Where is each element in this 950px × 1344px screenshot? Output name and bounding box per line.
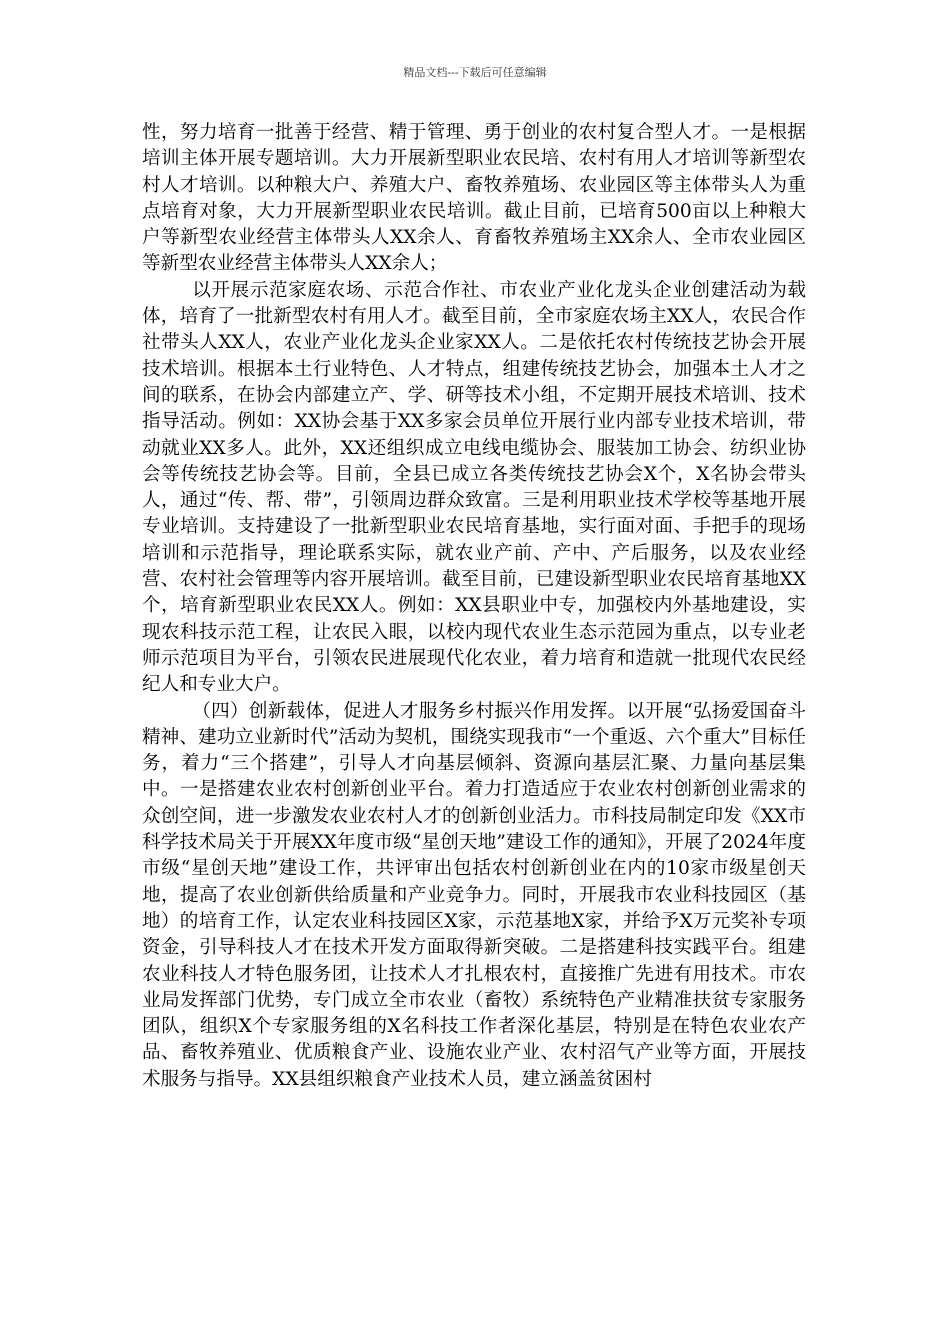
page-header: 精品文档---下载后可任意编辑 xyxy=(403,66,547,79)
paragraph-3: （四）创新载体，促进人才服务乡村振兴作用发挥。以开展“弘扬爱国奋斗精神、建功立业新时代”活动为契机，围绕实现我市“一个重返、六个重大”目标任务，着力“三个搭建”，引导人才向基层倾斜、资源向基层汇聚、力量向基层集中。一是搭建农业农村创新创业平台。着力打造适应于农业农村创新创业需求的众创空间，进一步激发农业农村人才的创新创业活力。市科技局制定印发《XX市科学技术局关于开展XX年度市级“星创天地”建设工作的通知》，开展了2024年度市级“星创天地”建设工作，共评审出包括农村创新创业在内的10家市级星创天地，提高了农业创新供给质量和产业竞争力。同时，开展我市农业科技园区（基地）的培育工作，认定农业科技园区X家，示范基地X家，并给予X万元奖补专项资金，引导科技人才在技术开发方面取得新突破。二是搭建科技实践平台。组建农业科技人才特色服务团，让技术人才扎根农村，直接推广先进有用技术。市农业局发挥部门优势，专门成立全市农业（畜牧）系统特色产业精准扶贫专家服务团队，组织X个专家服务组的X名科技工作者深化基层，特别是在特色农业农产品、畜牧养殖业、优质粮食产业、设施农业产业、农村沼气产业等方面，开展技术服务与指导。XX县组织粮食产业技术人员，建立涵盖贫困村 xyxy=(142,700,806,1090)
document-body xyxy=(142,120,806,1093)
paragraph-1: 性，努力培育一批善于经营、精于管理、勇于创业的农村复合型人才。一是根据培训主体开展专题培训。大力开展新型职业农民培、农村有用人才培训等新型农村人才培训。以种粮大户、养殖大户、畜牧养殖场、农业园区等主体带头人为重点培育对象，大力开展新型职业农民培训。截止目前，已培育500亩以上种粮大户等新型农业经营主体带头人XX余人、育畜牧养殖场主XX余人、全市农业园区等新型农业经营主体带头人XX余人； xyxy=(142,122,806,275)
paragraph-2: 以开展示范家庭农场、示范合作社、市农业产业化龙头企业创建活动为载体，培育了一批新型农村有用人才。截至目前，全市家庭农场主XX人，农民合作社带头人XX人，农业产业化龙头企业家XX人。二是依托农村传统技艺协会开展技术培训。根据本土行业特色、人才特点，组建传统技艺协会，加强本土人才之间的联系，在协会内部建立产、学、研等技术小组，不定期开展技术培训、技术指导活动。例如：XX协会基于XX多家会员单位开展行业内部专业技术培训，带动就业XX多人。此外，XX还组织成立电线电缆协会、服装加工协会、纺织业协会等传统技艺协会等。目前，全县已成立各类传统技艺协会X个，X名协会带头人，通过“传、帮、带”，引领周边群众致富。三是利用职业技术学校等基地开展专业培训。支持建设了一批新型职业农民培育基地，实行面对面、手把手的现场培训和示范指导，理论联系实际，就农业产前、产中、产后服务，以及农业经营、农村社会管理等内容开展培训。截至目前，已建设新型职业农民培育基地XX个，培育新型职业农民XX人。例如：XX县职业中专，加强校内外基地建设，实现农科技示范工程，让农民入眼，以校内现代农业生态示范园为重点，以专业老师示范项目为平台，引领农民进展现代化农业，着力培育和造就一批现代农民经纪人和专业大户。 xyxy=(142,279,806,696)
